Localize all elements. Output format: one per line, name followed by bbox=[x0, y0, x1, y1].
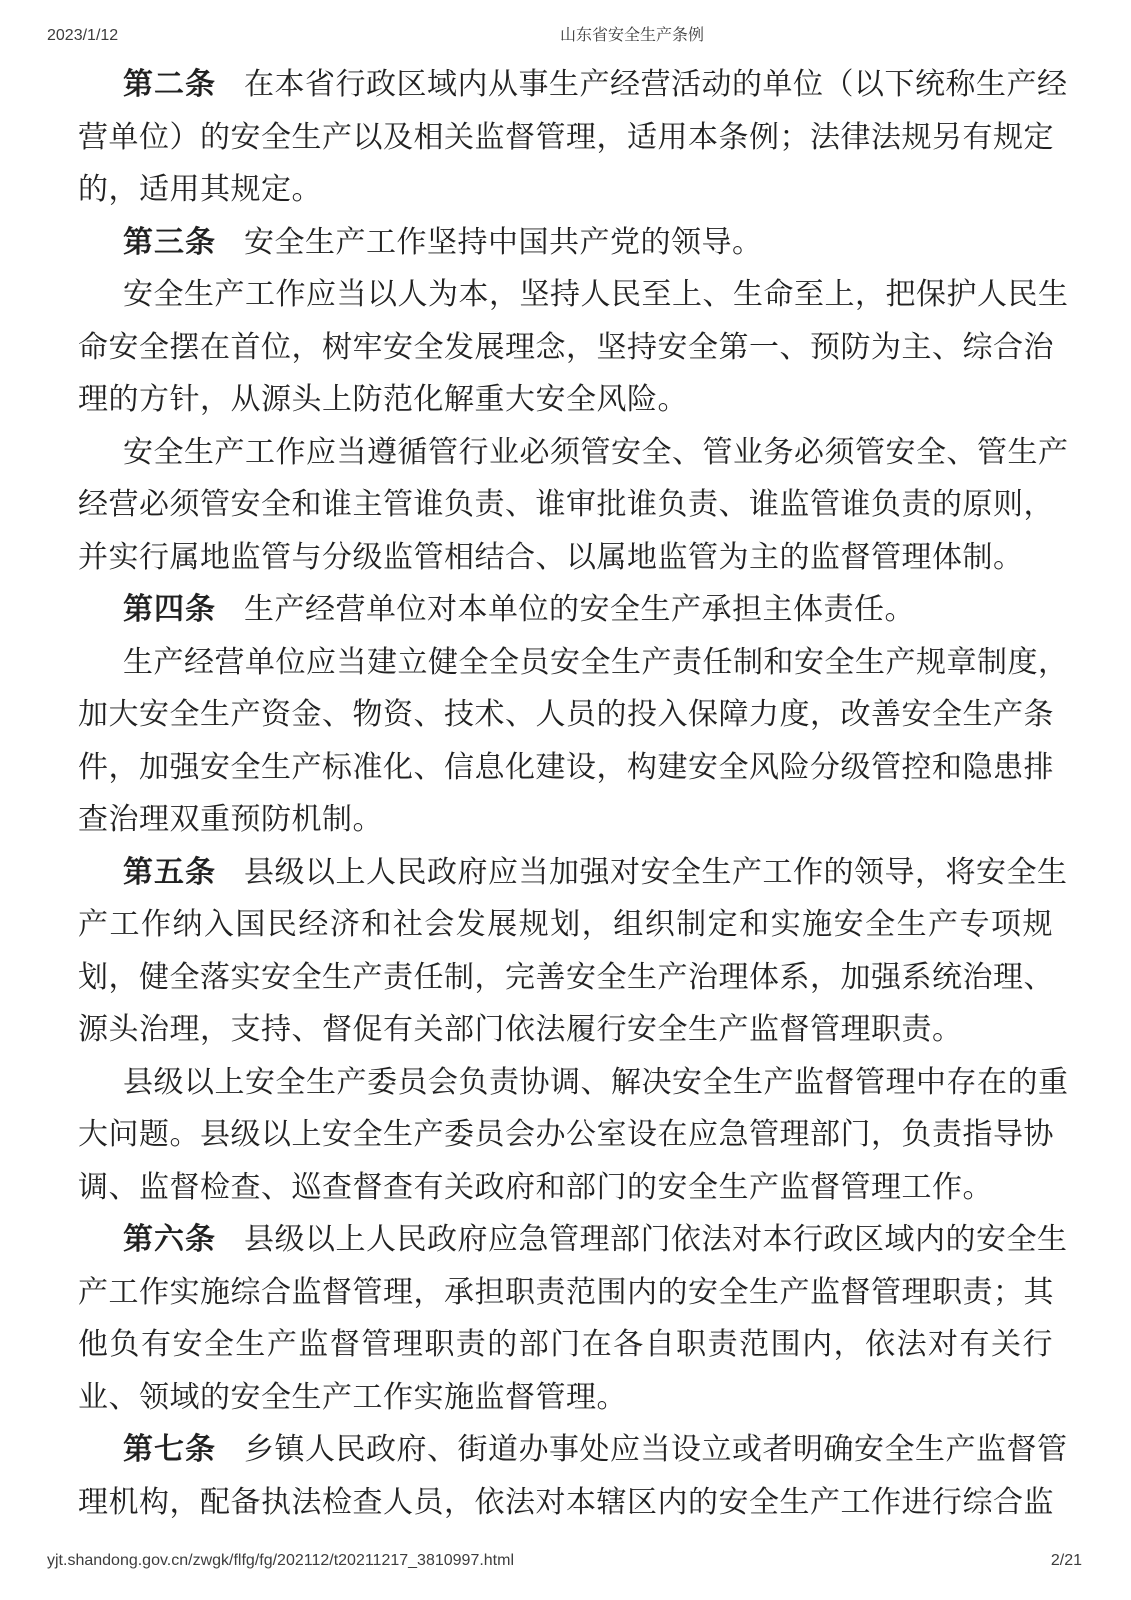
text-line bbox=[78, 1267, 1053, 1320]
line-text: 营单位）的安全生产以及相关监督管理，适用本条例；法律法规另有规定 bbox=[78, 120, 1054, 154]
text-line bbox=[78, 1214, 1068, 1267]
article-number: 第二条 bbox=[123, 68, 216, 101]
text-line bbox=[78, 322, 1053, 375]
text-line bbox=[78, 532, 1053, 585]
text-line bbox=[78, 59, 1068, 112]
text-line bbox=[78, 742, 1053, 795]
line-text: 源头治理，支持、督促有关部门依法履行安全生产监督管理职责。 bbox=[78, 1013, 963, 1046]
line-text: 理的方针，从源头上防范化解重大安全风险。 bbox=[78, 383, 688, 416]
line-text: 乡镇人民政府、街道办事处应当设立或者明确安全生产监督管 bbox=[244, 1433, 1068, 1466]
line-text: 产工作纳入国民经济和社会发展规划，组织制定和实施安全生产专项规 bbox=[78, 908, 1053, 941]
line-text: 安全生产工作应当以人为本，坚持人民至上、生命至上，把保护人民生 bbox=[123, 278, 1069, 311]
text-line bbox=[78, 1162, 1053, 1215]
text-line bbox=[78, 952, 1053, 1005]
text-line bbox=[78, 269, 1069, 322]
footer-url: yjt.shandong.gov.cn/zwgk/flfg/fg/202112/t20211217_3810997.html bbox=[47, 1552, 515, 1569]
line-text: 调、监督检查、巡查督查有关政府和部门的安全生产监督管理工作。 bbox=[78, 1170, 993, 1204]
article-number: 第四条 bbox=[123, 593, 216, 626]
line-text: 业、领域的安全生产工作实施监督管理。 bbox=[78, 1380, 627, 1414]
footer-page-number: 2/21 bbox=[1050, 1552, 1082, 1569]
line-text: 生产经营单位应当建立健全全员安全生产责任制和安全生产规章制度， bbox=[123, 645, 1069, 679]
line-text: 件，加强安全生产标准化、信息化建设，构建安全风险分级管控和隐患排 bbox=[78, 750, 1054, 784]
header-date: 2023/1/12 bbox=[47, 27, 119, 44]
text-line bbox=[78, 689, 1053, 742]
line-text: 生产经营单位对本单位的安全生产承担主体责任。 bbox=[244, 593, 915, 626]
line-text: 查治理双重预防机制。 bbox=[78, 803, 383, 836]
line-text: 的，适用其规定。 bbox=[78, 173, 322, 206]
text-line bbox=[78, 1477, 1053, 1530]
line-text: 县级以上人民政府应急管理部门依法对本行政区域内的安全生 bbox=[244, 1223, 1068, 1256]
text-line bbox=[78, 637, 1069, 690]
text-line bbox=[78, 217, 1053, 270]
text-line bbox=[78, 1109, 1053, 1162]
article-number: 第五条 bbox=[123, 855, 216, 889]
line-text: 他负有安全生产监督管理职责的部门在各自职责范围内，依法对有关行 bbox=[78, 1328, 1053, 1361]
line-text: 在本省行政区域内从事生产经营活动的单位（以下统称生产经 bbox=[244, 68, 1068, 101]
document-body bbox=[78, 59, 1069, 1529]
text-line bbox=[78, 479, 1053, 532]
article-number: 第七条 bbox=[123, 1433, 216, 1466]
text-line bbox=[78, 1319, 1053, 1372]
line-text: 命安全摆在首位，树牢安全发展理念，坚持安全第一、预防为主、综合治 bbox=[78, 330, 1054, 364]
line-text: 安全生产工作应当遵循管行业必须管安全、管业务必须管安全、管生产 bbox=[123, 435, 1069, 469]
text-line bbox=[78, 847, 1068, 900]
text-line bbox=[78, 1372, 1053, 1425]
text-line bbox=[78, 794, 1053, 847]
line-text: 产工作实施综合监督管理，承担职责范围内的安全生产监督管理职责；其 bbox=[78, 1275, 1054, 1309]
line-text: 安全生产工作坚持中国共产党的领导。 bbox=[244, 225, 763, 259]
text-line bbox=[78, 112, 1053, 165]
article-number: 第三条 bbox=[123, 225, 216, 259]
line-text: 理机构，配备执法检查人员，依法对本辖区内的安全生产工作进行综合监 bbox=[78, 1485, 1054, 1519]
text-line bbox=[78, 374, 1053, 427]
line-text: 经营必须管安全和谁主管谁负责、谁审批谁负责、谁监管谁负责的原则， bbox=[78, 488, 1054, 521]
text-line bbox=[78, 164, 1053, 217]
line-text: 划，健全落实安全生产责任制，完善安全生产治理体系，加强系统治理、 bbox=[78, 960, 1054, 994]
line-text: 县级以上安全生产委员会负责协调、解决安全生产监督管理中存在的重 bbox=[123, 1065, 1069, 1099]
line-text: 并实行属地监管与分级监管相结合、以属地监管为主的监督管理体制。 bbox=[78, 540, 1024, 574]
text-line bbox=[78, 1424, 1068, 1477]
article-number: 第六条 bbox=[123, 1223, 216, 1256]
text-line bbox=[78, 1004, 1053, 1057]
text-line bbox=[78, 899, 1053, 952]
line-text: 大问题。县级以上安全生产委员会办公室设在应急管理部门，负责指导协 bbox=[78, 1118, 1054, 1151]
line-text: 县级以上人民政府应当加强对安全生产工作的领导，将安全生 bbox=[244, 855, 1068, 889]
line-text: 加大安全生产资金、物资、技术、人员的投入保障力度，改善安全生产条 bbox=[78, 698, 1054, 731]
text-line bbox=[78, 427, 1069, 480]
text-line bbox=[78, 1057, 1069, 1110]
text-line bbox=[78, 584, 1053, 637]
header-title: 山东省安全生产条例 bbox=[560, 27, 705, 44]
